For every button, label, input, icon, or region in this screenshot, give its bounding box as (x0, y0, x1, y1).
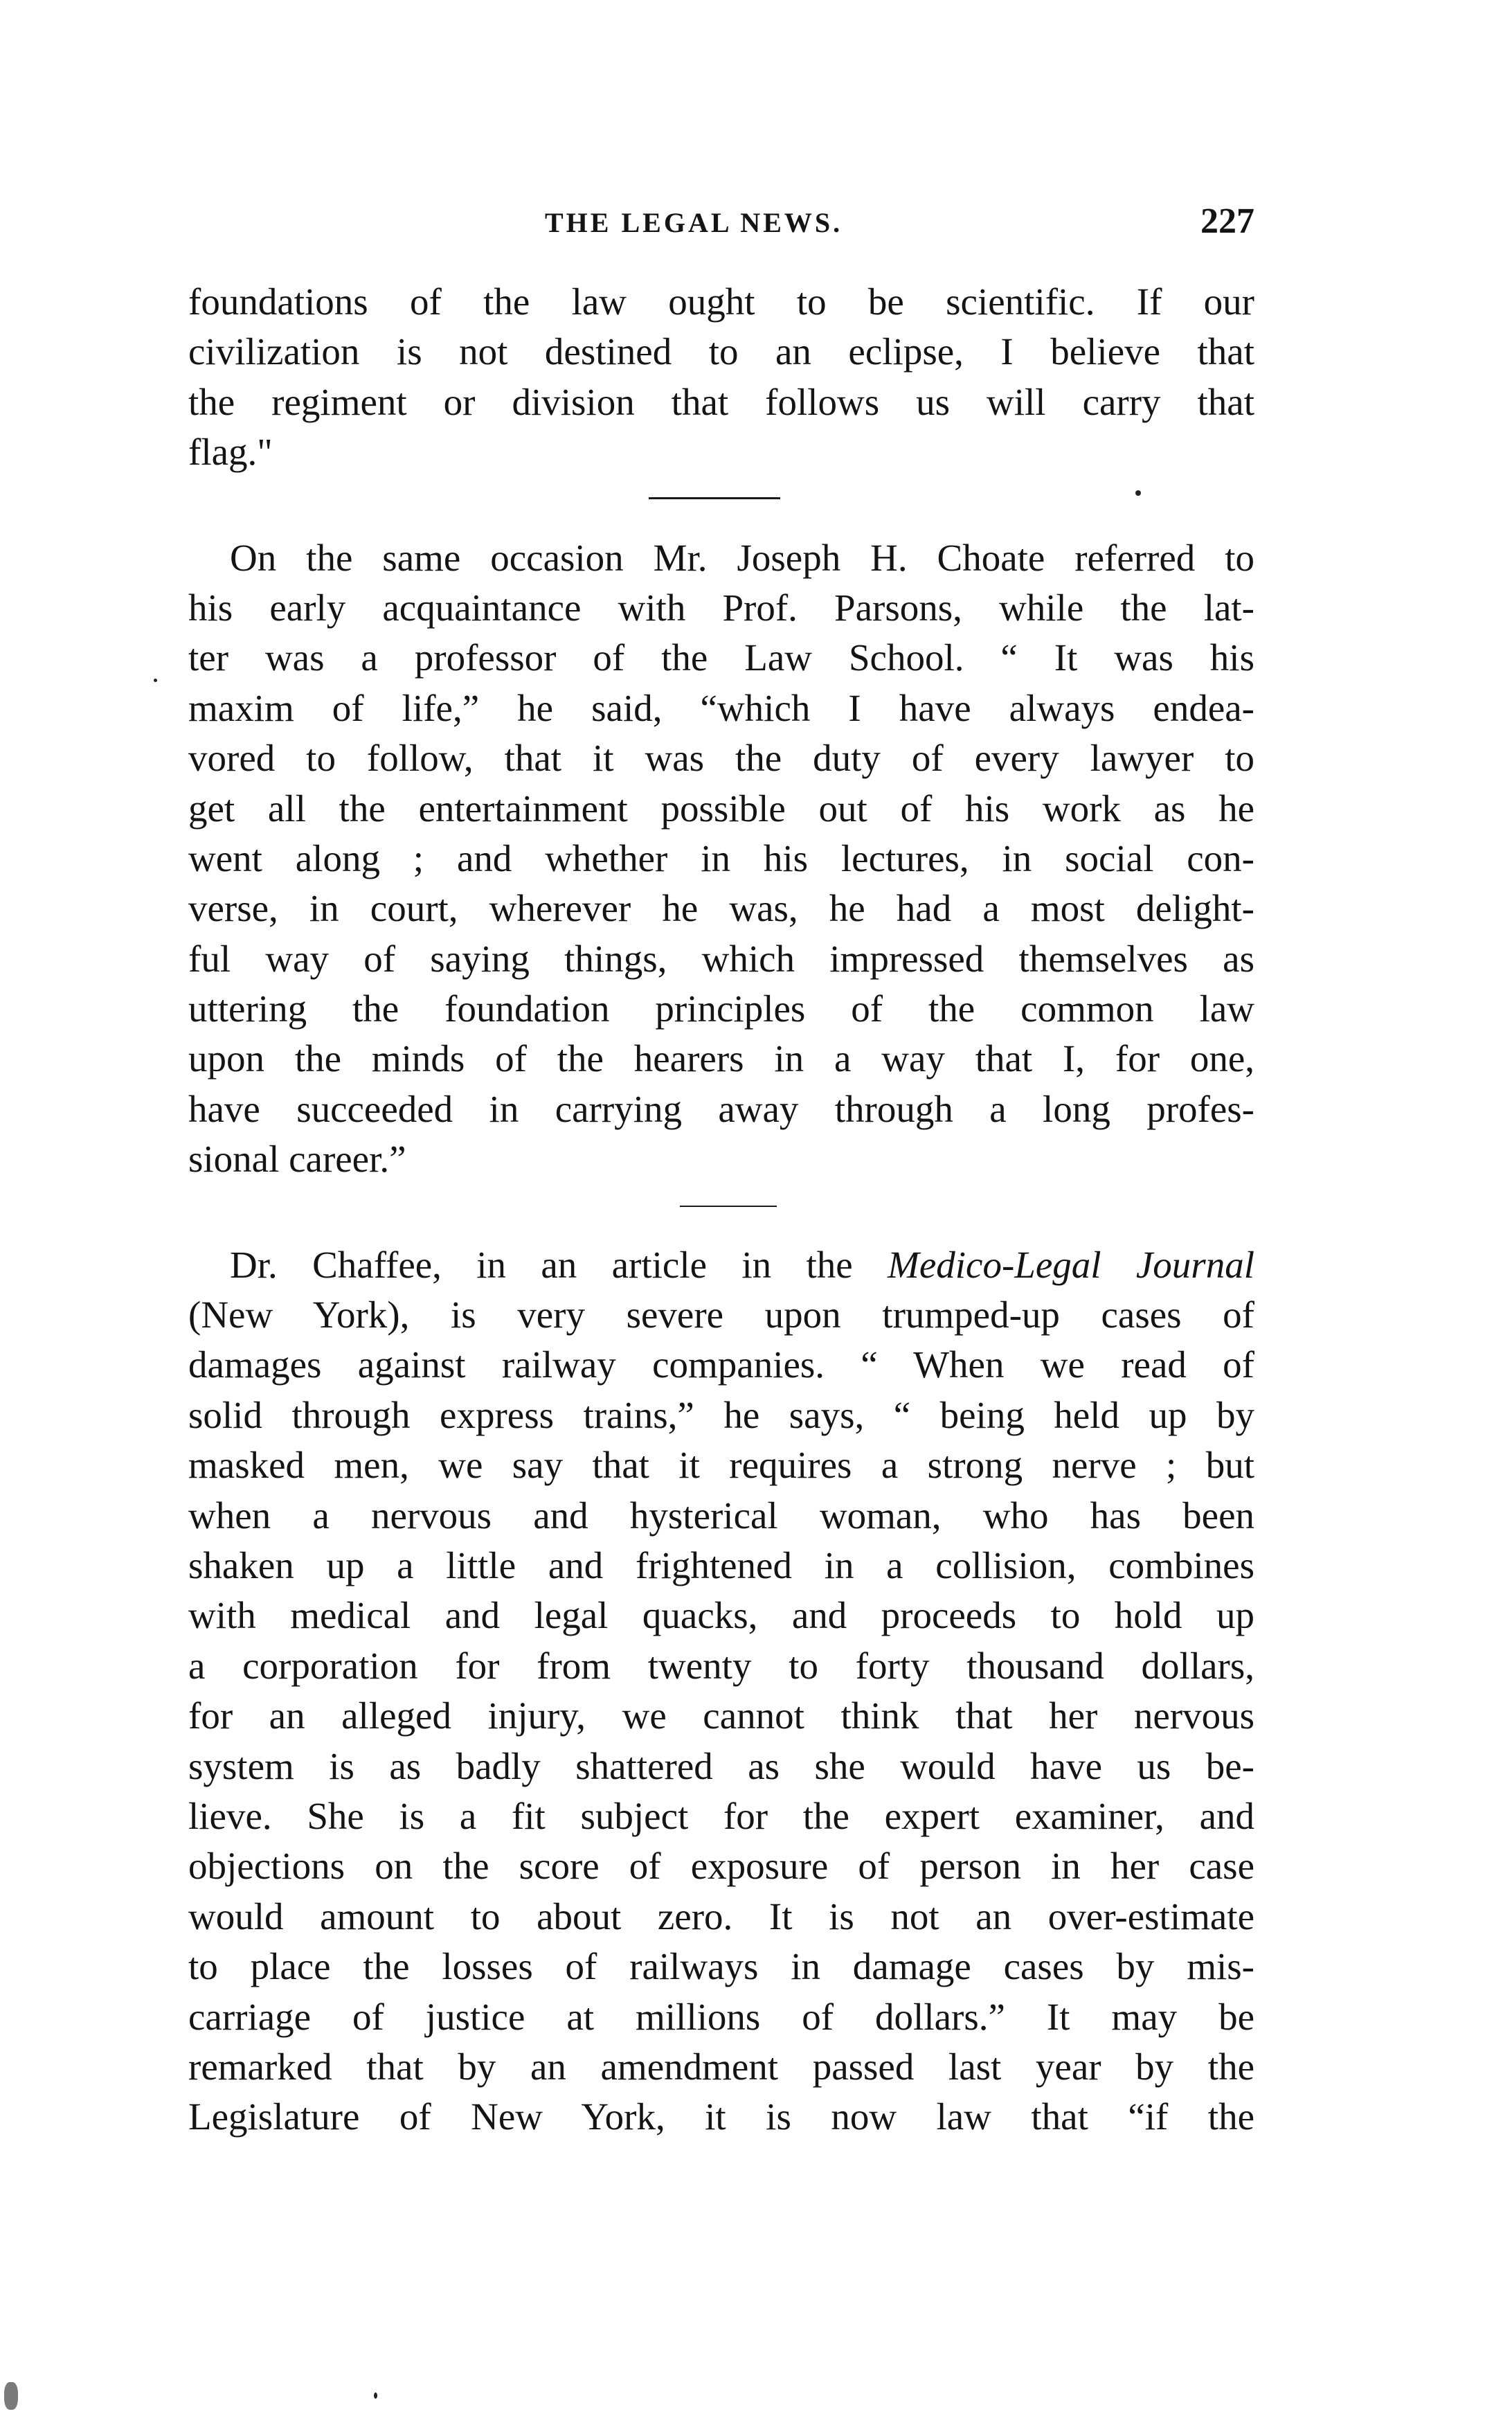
text-line: his early acquaintance with Prof. Parsons, while the lat- (188, 586, 1254, 629)
running-head (188, 202, 1254, 248)
text-line: foundations of the law ought to be scientific. If our (188, 280, 1254, 323)
journal-title: Medico-Legal Journal (888, 1243, 1254, 1286)
text-line: ful way of saying things, which impressed themselves as (188, 937, 1254, 980)
text-line: vored to follow, that it was the duty of every lawyer to (188, 737, 1254, 780)
paragraph-choate (188, 533, 1254, 1185)
print-speck (4, 2382, 18, 2410)
text-line: objections on the score of exposure of person in her case (188, 1845, 1254, 1888)
paragraph-continued (188, 277, 1254, 478)
text-line: would amount to about zero. It is not an over-estimate (188, 1895, 1254, 1938)
text-line: verse, in court, wherever he was, he had a most delight- (188, 887, 1254, 930)
page-number: 227 (1200, 202, 1254, 241)
text-line: have succeeded in carrying away through a long profes- (188, 1087, 1254, 1130)
text-line: masked men, we say that it requires a strong nerve ; but (188, 1444, 1254, 1487)
text-line: maxim of life,” he said, “which I have always endea- (188, 686, 1254, 729)
section-divider (188, 478, 1254, 517)
text-line: remarked that by an amendment passed last year by the (188, 2045, 1254, 2088)
text-line: lieve. She is a fit subject for the expert examiner, and (188, 1794, 1254, 1837)
body-text (188, 277, 1254, 2142)
section-divider (188, 1185, 1254, 1224)
text-line: the regiment or division that follows us will carry that (188, 380, 1254, 423)
text-line: a corporation for from twenty to forty thousand dollars, (188, 1644, 1254, 1687)
text-line: ter was a professor of the Law School. “ It was his (188, 636, 1254, 679)
text-line: Legislature of New York, it is now law that “if the (188, 2095, 1254, 2138)
text-line: when a nervous and hysterical woman, who has been (188, 1494, 1254, 1537)
text-run: Dr. Chaffee, in an article in the (230, 1243, 888, 1286)
text-line: shaken up a little and frightened in a collision, combines (188, 1543, 1254, 1586)
print-speck (1135, 490, 1141, 496)
print-speck (374, 2392, 377, 2399)
text-line: uttering the foundation principles of the common law (188, 987, 1254, 1030)
text-line: flag." (188, 431, 273, 474)
text-line: went along ; and whether in his lectures, in social con- (188, 836, 1254, 879)
text-line: carriage of justice at millions of dollars.” It may be (188, 1995, 1254, 2038)
divider-rule (649, 497, 780, 499)
text-line: (New York), is very severe upon trumped-up cases of (188, 1294, 1254, 1336)
text-line: solid through express trains,” he says, “ being held up by (188, 1393, 1254, 1436)
print-speck (154, 679, 157, 682)
text-line: to place the losses of railways in damage cases by mis- (188, 1945, 1254, 1988)
text-line: for an alleged injury, we cannot think that her nervous (188, 1694, 1254, 1737)
text-line: get all the entertainment possible out of his work as he (188, 787, 1254, 830)
text-line: with medical and legal quacks, and proceeds to hold up (188, 1594, 1254, 1637)
text-line (188, 1240, 1254, 1290)
text-line: sional career.” (188, 1138, 406, 1181)
paragraph-chaffee (188, 1240, 1254, 2142)
text-line: On the same occasion Mr. Joseph H. Choate referred to (230, 536, 1254, 579)
divider-rule (680, 1206, 777, 1207)
text-line: upon the minds of the hearers in a way that I, for one, (188, 1037, 1254, 1080)
text-line: system is as badly shattered as she would have us be- (188, 1744, 1254, 1787)
text-line: damages against railway companies. “ When we read of (188, 1343, 1254, 1386)
text-line: civilization is not destined to an eclipse, I believe that (188, 330, 1254, 373)
running-title: THE LEGAL NEWS. (545, 207, 843, 238)
